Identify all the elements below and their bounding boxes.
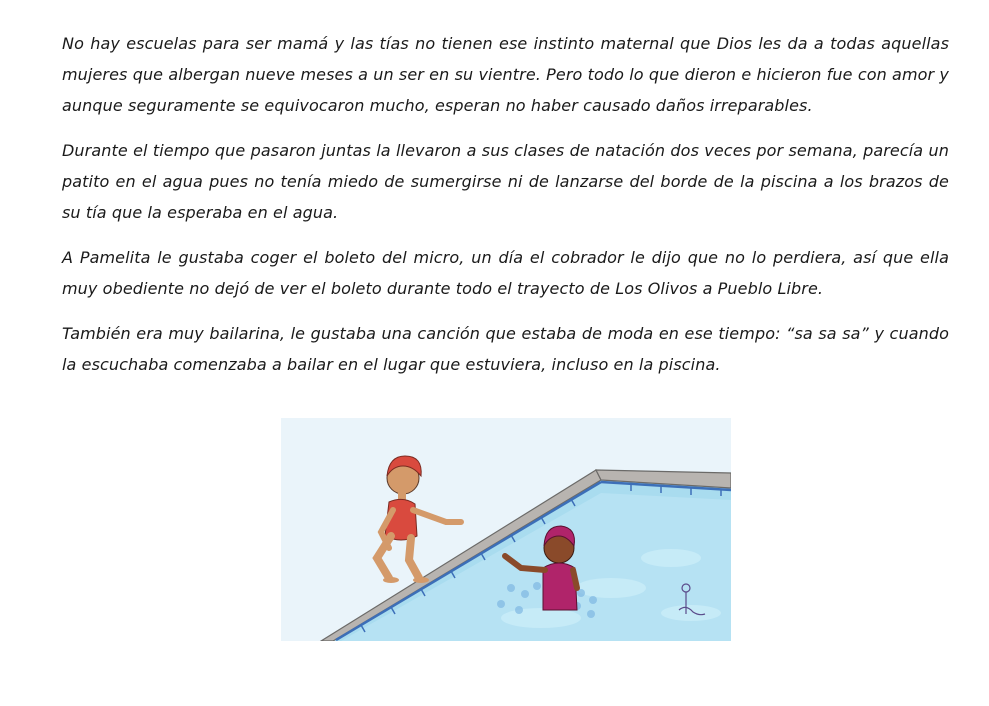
paragraph-2: Durante el tiempo que pasaron juntas la llevaron a sus clases de natación dos veces por semana, parecía un patito en el agua pues no tenía miedo de sumergirse ni de lanzarse del borde de la piscina a los brazos de su tía que la esperaba en el agua.: [62, 141, 949, 222]
paragraph-4: También era muy bailarina, le gustaba una canción que estaba de moda en ese tiempo: “sa sa sa” y cuando la escuchaba comenzaba a bailar en el lugar que estuviera, incluso en la piscina.: [62, 324, 949, 374]
paragraph-3: A Pamelita le gustaba coger el boleto del micro, un día el cobrador le dijo que no lo perdiera, así que ella muy obediente no dejó de ver el boleto durante todo el trayecto de Los Olivos a Pueblo Libre.: [62, 248, 949, 298]
swimming-pool-illustration: [281, 418, 731, 641]
paragraph-1: No hay escuelas para ser mamá y las tías no tienen ese instinto maternal que Dios les da a todas aquellas mujeres que albergan nueve meses a un ser en su vientre. Pero todo lo que dieron e hicieron fue con amor y aunque seguramente se equivocaron mucho, esperan no haber causado daños irreparables.: [62, 34, 949, 115]
